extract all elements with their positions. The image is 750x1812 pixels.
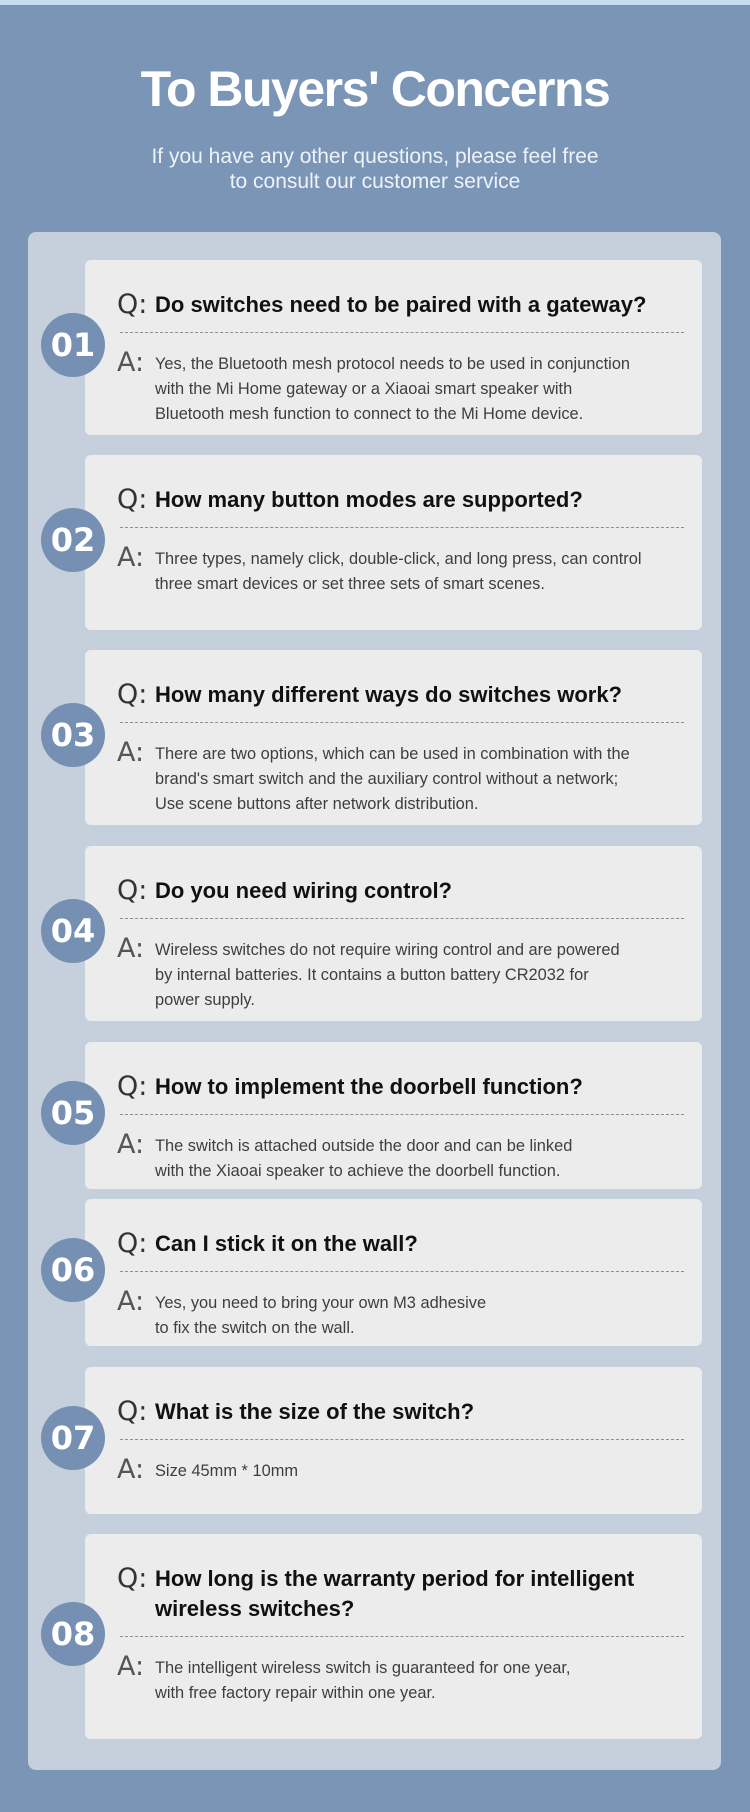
- answer-line: to fix the switch on the wall.: [155, 1319, 355, 1337]
- question-text: [155, 1564, 686, 1624]
- question-label: Q:: [117, 875, 148, 906]
- page-title: To Buyers' Concerns: [140, 61, 610, 117]
- question-line: Do you need wiring control?: [155, 878, 452, 903]
- faq-number-badge: 01: [41, 313, 105, 377]
- question-line: wireless switches?: [155, 1596, 355, 1621]
- faq-card: [85, 1534, 702, 1739]
- faq-number-badge: 04: [41, 899, 105, 963]
- answer-text: [155, 1287, 688, 1341]
- answer-line: Yes, you need to bring your own M3 adhesive: [155, 1294, 487, 1312]
- answer-label: A:: [117, 1454, 145, 1485]
- answer-line: with the Mi Home gateway or a Xiaoai smart speaker with: [155, 380, 573, 398]
- faq-number-badge: 07: [41, 1406, 105, 1470]
- answer-label: A:: [117, 1129, 145, 1160]
- answer-text: [155, 1652, 688, 1706]
- question-text: [155, 1229, 686, 1259]
- question-label: Q:: [117, 484, 148, 515]
- answer-line: Bluetooth mesh function to connect to the Mi Home device.: [155, 405, 584, 423]
- answer-row: [117, 934, 688, 1013]
- answer-row: [117, 1287, 688, 1341]
- question-line: How long is the warranty period for intelligent: [155, 1566, 635, 1591]
- answer-row: [117, 738, 688, 817]
- question-text: [155, 1397, 686, 1427]
- answer-text: [155, 738, 688, 817]
- faq-number-badge: 03: [41, 703, 105, 767]
- question-label: Q:: [117, 289, 148, 320]
- question-line: How many different ways do switches work?: [155, 682, 622, 707]
- answer-line: Wireless switches do not require wiring control and are powered: [155, 941, 620, 959]
- answer-line: The switch is attached outside the door and can be linked: [155, 1137, 573, 1155]
- question-text: [155, 876, 686, 906]
- answer-line: by internal batteries. It contains a button battery CR2032 for: [155, 966, 589, 984]
- answer-label: A:: [117, 542, 145, 573]
- faq-number-badge: 06: [41, 1238, 105, 1302]
- top-strip: [0, 0, 750, 5]
- answer-label: A:: [117, 933, 145, 964]
- faq-number-badge: 08: [41, 1602, 105, 1666]
- question-line: Can I stick it on the wall?: [155, 1231, 418, 1256]
- answer-line: Three types, namely click, double-click, and long press, can control: [155, 550, 642, 568]
- faq-card: [85, 650, 702, 825]
- answer-row: [117, 1652, 688, 1706]
- question-label: Q:: [117, 1563, 148, 1594]
- question-row: [117, 1072, 686, 1102]
- dashed-divider: [120, 1439, 684, 1440]
- answer-line: three smart devices or set three sets of smart scenes.: [155, 575, 545, 593]
- answer-row: [117, 543, 688, 597]
- answer-line: There are two options, which can be used in combination with the: [155, 745, 630, 763]
- answer-line: Yes, the Bluetooth mesh protocol needs to be used in conjunction: [155, 355, 631, 373]
- question-text: [155, 485, 686, 515]
- answer-line: Use scene buttons after network distribution.: [155, 795, 479, 813]
- question-line: How to implement the doorbell function?: [155, 1074, 583, 1099]
- dashed-divider: [120, 1271, 684, 1272]
- faq-card: [85, 1367, 702, 1514]
- answer-label: A:: [117, 1651, 145, 1682]
- subtitle-line-1: If you have any other questions, please feel free: [151, 145, 599, 168]
- answer-label: A:: [117, 737, 145, 768]
- answer-line: power supply.: [155, 991, 255, 1009]
- answer-text: [155, 934, 688, 1013]
- dashed-divider: [120, 527, 684, 528]
- answer-line: brand's smart switch and the auxiliary control without a network;: [155, 770, 619, 788]
- answer-line: Size 45mm * 10mm: [155, 1462, 299, 1480]
- faq-card: [85, 1042, 702, 1189]
- page-subtitle: [0, 144, 750, 194]
- question-row: [117, 485, 686, 515]
- faq-card: [85, 1199, 702, 1346]
- answer-text: [155, 1130, 688, 1184]
- question-label: Q:: [117, 1396, 148, 1427]
- question-row: [117, 680, 686, 710]
- answer-text: [155, 543, 688, 597]
- question-text: [155, 680, 686, 710]
- answer-line: The intelligent wireless switch is guaranteed for one year,: [155, 1659, 571, 1677]
- question-row: [117, 1564, 686, 1624]
- faq-card: [85, 260, 702, 435]
- question-row: [117, 876, 686, 906]
- question-line: How many button modes are supported?: [155, 487, 583, 512]
- dashed-divider: [120, 332, 684, 333]
- answer-row: [117, 1130, 688, 1184]
- faq-card: [85, 455, 702, 630]
- question-row: [117, 290, 686, 320]
- subtitle-line-2: to consult our customer service: [229, 170, 521, 193]
- faq-number-badge: 05: [41, 1081, 105, 1145]
- answer-label: A:: [117, 347, 145, 378]
- dashed-divider: [120, 1636, 684, 1637]
- answer-text: [155, 1455, 688, 1484]
- question-line: Do switches need to be paired with a gateway?: [155, 292, 647, 317]
- answer-line: with the Xiaoai speaker to achieve the doorbell function.: [155, 1162, 561, 1180]
- answer-row: [117, 348, 688, 427]
- question-label: Q:: [117, 1228, 148, 1259]
- answer-text: [155, 348, 688, 427]
- question-text: [155, 290, 686, 320]
- question-row: [117, 1397, 686, 1427]
- answer-row: [117, 1455, 688, 1484]
- question-label: Q:: [117, 1071, 148, 1102]
- faq-card: [85, 846, 702, 1021]
- question-line: What is the size of the switch?: [155, 1399, 475, 1424]
- faq-number-badge: 02: [41, 508, 105, 572]
- question-row: [117, 1229, 686, 1259]
- dashed-divider: [120, 918, 684, 919]
- dashed-divider: [120, 722, 684, 723]
- question-text: [155, 1072, 686, 1102]
- answer-label: A:: [117, 1286, 145, 1317]
- answer-line: with free factory repair within one year.: [155, 1684, 436, 1702]
- question-label: Q:: [117, 679, 148, 710]
- dashed-divider: [120, 1114, 684, 1115]
